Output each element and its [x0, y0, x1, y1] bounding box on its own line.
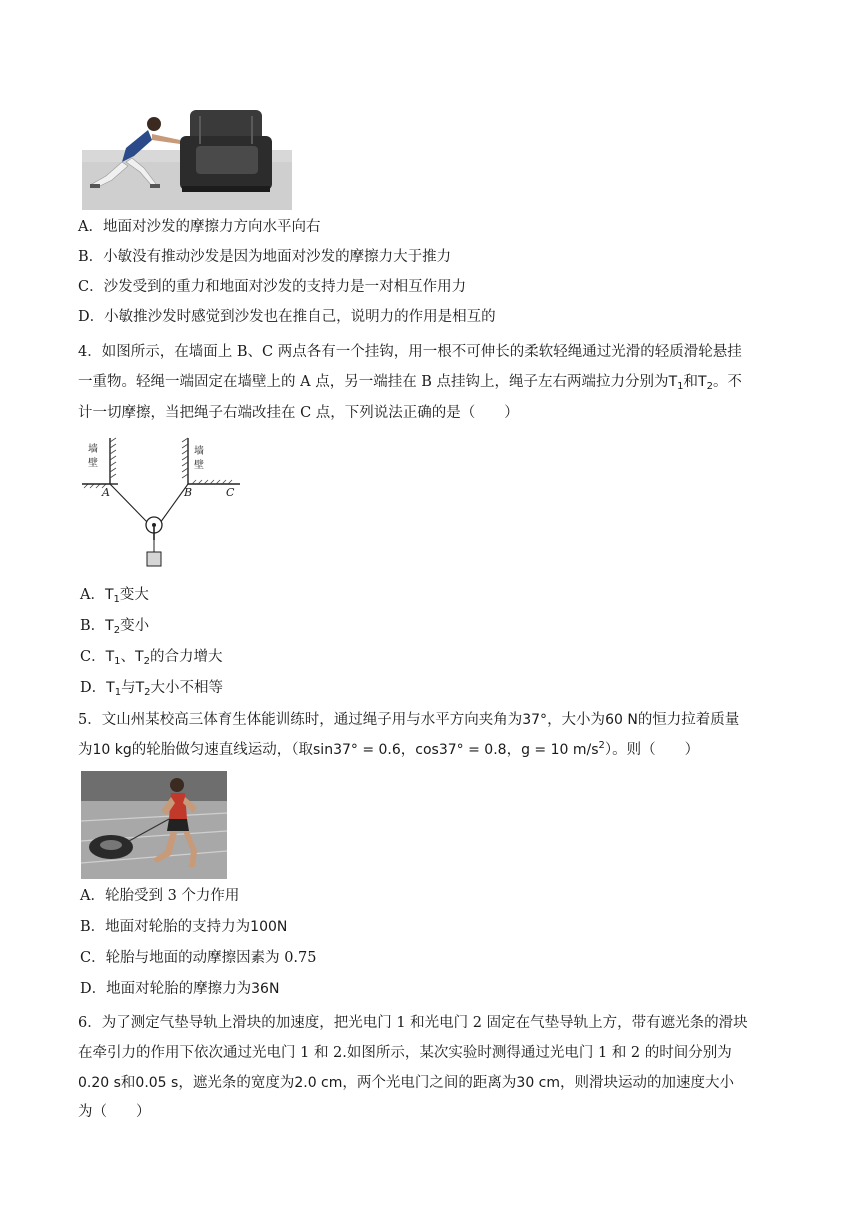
q5-option-a: A．轮胎受到 3 个力作用: [80, 888, 240, 904]
q6-stem-line1: 6．为了测定气垫导轨上滑块的加速度，把光电门 1 和光电门 2 固定在气垫导轨上方，带有遮光条的滑块: [78, 1015, 748, 1031]
q3-option-c: C．沙发受到的重力和地面对沙发的支持力是一对相互作用力: [78, 279, 467, 295]
q3-option-d: D．小敏推沙发时感觉到沙发也在推自己，说明力的作用是相互的: [78, 309, 496, 325]
q6-stem-line3: 0.20 s和0.05 s，遮光条的宽度为2.0 cm，两个光电门之间的距离为30 cm，则滑块运动的加速度大小: [78, 1075, 735, 1091]
q6-stem-line4: 为（ ）: [78, 1104, 151, 1120]
q4-stem-line1: 4．如图所示，在墙面上 B、C 两点各有一个挂钩，用一根不可伸长的柔软轻绳通过光滑的轻质滑轮悬挂: [78, 344, 742, 360]
wall-label-right-1: 墙: [194, 446, 204, 457]
q4-stem-text: 一重物。轻绳一端固定在墙壁上的 A 点，另一端挂在 B 点挂钩上，绳子左右两端拉力分别为: [78, 374, 669, 390]
q3-option-b: B．小敏没有推动沙发是因为地面对沙发的摩擦力大于推力: [78, 249, 452, 265]
q5-option-d: D．地面对轮胎的摩擦力为36N: [80, 981, 280, 997]
q4-stem-line3: 计一切摩擦，当把绳子右端改挂在 C 点，下列说法正确的是（ ）: [78, 405, 519, 421]
point-c-label: C: [226, 486, 235, 499]
wall-label-right-2: 壁: [194, 460, 204, 471]
q5-stem-line2: 为10 kg的轮胎做匀速直线运动，（取sin37° = 0.6，cos37° = 0.8，g = 10 $m/s^2$）。则（ ）: [78, 740, 700, 758]
q4-stem-line2: [78, 372, 808, 392]
point-b-label: B: [184, 486, 193, 499]
t1-symbol: $T_1$: [668, 374, 684, 392]
point-a-label: A: [102, 486, 110, 499]
q5-option-c: C．轮胎与地面的动摩擦因素为 0.75: [80, 950, 317, 966]
wall-label-left-1: 墙: [88, 444, 98, 455]
pulley-wall-diagram: [80, 432, 250, 577]
q6-stem-line2: 在牵引力的作用下依次通过光电门 1 和 2.如图所示，某次实验时测得通过光电门 1 和 2 的时间分别为: [78, 1045, 732, 1061]
q3-option-a: A．地面对沙发的摩擦力方向水平向右: [78, 219, 321, 235]
t2-symbol: $T_2$: [698, 374, 713, 392]
q4-option-a: A．$T_1$变大: [80, 587, 149, 605]
hanging-weight: [147, 552, 161, 566]
wall-label-left-2: 壁: [88, 458, 98, 469]
sofa-push-photo: [82, 106, 292, 210]
q4-stem-end: 。不: [712, 374, 742, 390]
q4-and: 和: [683, 374, 698, 390]
q4-option-c: C．$T_1$、$T_2$的合力增大: [80, 649, 223, 667]
tire-pull-photo: [81, 771, 227, 879]
q5-stem-line1: 5．文山州某校高三体育生体能训练时，通过绳子用与水平方向夹角为37°，大小为60 N的恒力拉着质量: [78, 712, 740, 728]
q4-option-b: B．$T_2$变小: [80, 618, 150, 636]
q4-option-d: D．$T_1$与$T_2$大小不相等: [80, 680, 224, 698]
q5-option-b: B．地面对轮胎的支持力为100N: [80, 919, 288, 935]
